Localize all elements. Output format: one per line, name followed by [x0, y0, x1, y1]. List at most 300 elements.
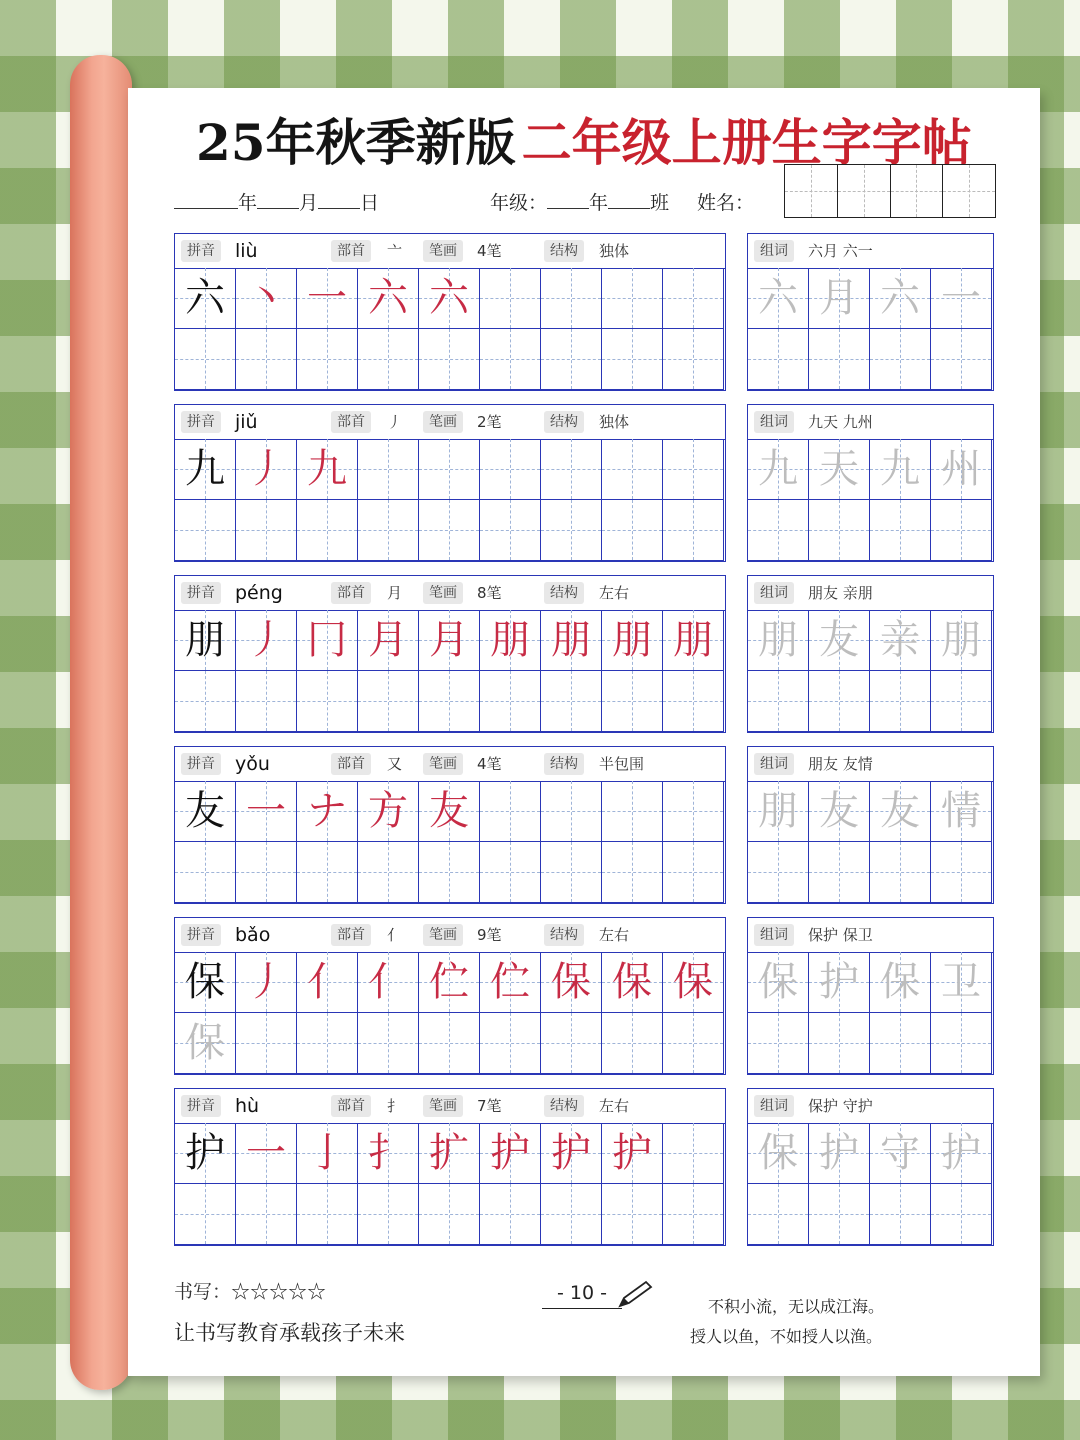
grid-cell[interactable]	[175, 329, 236, 390]
grid-cell[interactable]	[748, 671, 809, 732]
grid-cell[interactable]	[663, 671, 724, 732]
pinyin-tag: 拼音	[181, 411, 221, 433]
grid-cell[interactable]	[870, 952, 931, 1013]
pinyin-value: bǎo	[235, 924, 271, 946]
words-block-5	[747, 917, 994, 1075]
grid-cell[interactable]	[748, 781, 809, 842]
stroke-step: ナ	[307, 788, 347, 834]
grid-cell[interactable]	[297, 329, 358, 390]
pinyin-value: jiǔ	[235, 411, 258, 433]
words-grid	[748, 439, 993, 561]
word-trace-character: 朋	[758, 617, 798, 663]
stroke-step: 护	[551, 1130, 591, 1176]
stroke-step: 六	[368, 275, 408, 321]
grid-cell[interactable]	[748, 1013, 809, 1074]
radical-value: 亠	[387, 242, 403, 260]
day-label: 日	[360, 192, 380, 214]
strokes-tag: 笔画	[423, 240, 463, 262]
grid-cell[interactable]	[748, 268, 809, 329]
grid-cell[interactable]	[809, 439, 870, 500]
structure-tag: 结构	[544, 411, 584, 433]
grid-cell[interactable]	[663, 1013, 724, 1074]
structure-value: 左右	[599, 1097, 630, 1115]
stroke-step: 一	[307, 275, 347, 321]
grid-cell[interactable]	[541, 439, 602, 500]
stroke-step: 保	[673, 959, 713, 1005]
radical-value: 又	[387, 755, 403, 773]
grid-cell[interactable]	[663, 842, 724, 903]
grid-cell[interactable]	[809, 671, 870, 732]
stroke-step: 丿	[246, 617, 286, 663]
grid-cell[interactable]	[663, 439, 724, 500]
radical-value: 亻	[387, 926, 403, 944]
words-value: 六月 六一	[808, 242, 873, 260]
grid-cell[interactable]	[602, 1013, 663, 1074]
pinyin-value: hù	[235, 1095, 260, 1117]
grid-cell[interactable]	[358, 1013, 419, 1074]
grid-cell[interactable]	[870, 610, 931, 671]
grid-cell[interactable]	[602, 781, 663, 842]
grid-cell[interactable]	[748, 500, 809, 561]
words-block-3	[747, 575, 994, 733]
grid-cell[interactable]	[297, 610, 358, 671]
grid-cell[interactable]	[541, 329, 602, 390]
stroke-step: 一	[246, 1130, 286, 1176]
words-grid	[748, 781, 993, 903]
grid-cell[interactable]	[175, 268, 236, 329]
grid-cell[interactable]	[480, 842, 541, 903]
grid-cell[interactable]	[480, 500, 541, 561]
words-tag: 组词	[754, 411, 794, 433]
word-trace-character: 守	[880, 1130, 920, 1176]
grid-cell[interactable]	[931, 1123, 992, 1184]
grid-cell[interactable]	[748, 1184, 809, 1245]
grid-cell[interactable]	[809, 1123, 870, 1184]
word-trace-character: 保	[758, 1130, 798, 1176]
words-value: 九天 九州	[808, 413, 873, 431]
grid-cell[interactable]	[809, 1184, 870, 1245]
grid-cell[interactable]	[663, 781, 724, 842]
grid-cell[interactable]	[663, 610, 724, 671]
page-number: - 10 -	[542, 1278, 622, 1309]
grade-year-label: 年	[589, 192, 609, 214]
radical-tag: 部首	[331, 240, 371, 262]
grid-cell[interactable]	[297, 268, 358, 329]
words-tag: 组词	[754, 582, 794, 604]
grid-cell[interactable]	[480, 671, 541, 732]
grid-cell[interactable]	[541, 842, 602, 903]
grid-cell[interactable]	[358, 439, 419, 500]
pinyin-tag: 拼音	[181, 582, 221, 604]
grid-cell[interactable]	[931, 329, 992, 390]
grid-cell[interactable]	[358, 1123, 419, 1184]
word-trace-character: 亲	[880, 617, 920, 663]
strokes-tag: 笔画	[423, 582, 463, 604]
stroke-step: 护	[490, 1130, 530, 1176]
grid-cell[interactable]	[541, 781, 602, 842]
grid-cell[interactable]	[602, 952, 663, 1013]
grid-cell[interactable]	[541, 268, 602, 329]
stroke-step: 月	[429, 617, 469, 663]
stroke-step: 月	[368, 617, 408, 663]
grid-cell[interactable]	[297, 952, 358, 1013]
grid-cell[interactable]	[663, 268, 724, 329]
pinyin-value: yǒu	[235, 753, 270, 775]
grid-cell[interactable]	[541, 500, 602, 561]
grid-cell[interactable]	[480, 329, 541, 390]
grid-cell[interactable]	[236, 268, 297, 329]
grid-cell[interactable]	[931, 781, 992, 842]
grid-cell[interactable]	[358, 842, 419, 903]
grid-cell[interactable]	[358, 268, 419, 329]
word-trace-character: 卫	[941, 959, 981, 1005]
grid-cell[interactable]	[175, 781, 236, 842]
grid-cell[interactable]	[931, 439, 992, 500]
grid-cell[interactable]	[870, 439, 931, 500]
grid-cell[interactable]	[480, 1013, 541, 1074]
grid-cell[interactable]	[931, 500, 992, 561]
structure-value: 独体	[599, 413, 630, 431]
grid-cell[interactable]	[480, 439, 541, 500]
radical-tag: 部首	[331, 924, 371, 946]
grid-cell[interactable]	[175, 1013, 236, 1074]
grid-cell[interactable]	[480, 952, 541, 1013]
grid-cell[interactable]	[602, 1184, 663, 1245]
words-block-2	[747, 404, 994, 562]
pinyin-tag: 拼音	[181, 240, 221, 262]
grid-cell[interactable]	[602, 610, 663, 671]
grid-cell[interactable]	[748, 952, 809, 1013]
grid-cell[interactable]	[358, 671, 419, 732]
stroke-step: 伫	[490, 959, 530, 1005]
strokes-value: 8笔	[477, 584, 502, 602]
writing-grid	[175, 1123, 725, 1245]
structure-tag: 结构	[544, 582, 584, 604]
char-info-bar	[175, 405, 725, 440]
grid-cell[interactable]	[809, 268, 870, 329]
stroke-step: 朋	[551, 617, 591, 663]
word-trace-character: 一	[941, 275, 981, 321]
month-label: 月	[299, 192, 319, 214]
char-block-1	[174, 233, 726, 391]
grid-cell[interactable]	[870, 500, 931, 561]
grid-cell[interactable]	[419, 781, 480, 842]
radical-tag: 部首	[331, 1095, 371, 1117]
grid-cell[interactable]	[297, 1123, 358, 1184]
grid-cell[interactable]	[480, 781, 541, 842]
pencil-icon	[614, 1280, 654, 1310]
grid-cell[interactable]	[419, 1184, 480, 1245]
pinyin-value: liù	[235, 240, 258, 262]
grid-cell[interactable]	[236, 671, 297, 732]
stroke-step: 冂	[307, 617, 347, 663]
grid-cell[interactable]	[236, 781, 297, 842]
word-trace-character: 九	[758, 446, 798, 492]
rating-stars[interactable]: 书写：☆☆☆☆☆	[174, 1281, 327, 1303]
title-red: 二年级上册生字字帖	[521, 113, 972, 172]
writing-grid	[175, 439, 725, 561]
grid-cell[interactable]	[931, 268, 992, 329]
stroke-step: 亻	[368, 959, 408, 1005]
quote-line-1: 不积小流，无以成江海。	[708, 1297, 885, 1316]
radical-value: 扌	[387, 1097, 403, 1115]
grid-cell[interactable]	[602, 1123, 663, 1184]
grid-cell[interactable]	[870, 671, 931, 732]
radical-tag: 部首	[331, 582, 371, 604]
grid-cell[interactable]	[541, 610, 602, 671]
binder-spine	[70, 55, 132, 1390]
grid-cell[interactable]	[541, 1123, 602, 1184]
grid-cell[interactable]	[419, 610, 480, 671]
word-trace-character: 保	[758, 959, 798, 1005]
grid-cell[interactable]	[236, 1013, 297, 1074]
word-trace-character: 月	[819, 275, 859, 321]
stroke-step: 亅	[307, 1130, 347, 1176]
grid-cell[interactable]	[480, 610, 541, 671]
word-trace-character: 天	[819, 446, 859, 492]
grid-cell[interactable]	[297, 1013, 358, 1074]
grid-cell[interactable]	[748, 610, 809, 671]
strokes-value: 7笔	[477, 1097, 502, 1115]
model-character: 友	[185, 788, 225, 834]
stroke-step: 护	[612, 1130, 652, 1176]
grid-cell[interactable]	[175, 842, 236, 903]
grid-cell[interactable]	[358, 952, 419, 1013]
words-grid	[748, 610, 993, 732]
grid-cell[interactable]	[663, 500, 724, 561]
grid-cell[interactable]	[931, 952, 992, 1013]
grid-cell[interactable]	[541, 1013, 602, 1074]
grid-cell[interactable]	[358, 781, 419, 842]
grid-cell[interactable]	[297, 781, 358, 842]
strokes-value: 4笔	[477, 755, 502, 773]
strokes-tag: 笔画	[423, 411, 463, 433]
grid-cell[interactable]	[419, 500, 480, 561]
grid-cell[interactable]	[236, 439, 297, 500]
grid-cell[interactable]	[419, 671, 480, 732]
grid-cell[interactable]	[809, 952, 870, 1013]
year-label: 年	[238, 192, 258, 214]
words-value: 保护 守护	[808, 1097, 873, 1115]
grid-cell[interactable]	[236, 329, 297, 390]
grid-cell[interactable]	[602, 500, 663, 561]
grid-cell[interactable]	[236, 842, 297, 903]
word-trace-character: 护	[941, 1130, 981, 1176]
grid-cell[interactable]	[809, 329, 870, 390]
grid-cell[interactable]	[358, 329, 419, 390]
grid-cell[interactable]	[419, 1013, 480, 1074]
words-info-bar	[748, 918, 993, 953]
grid-cell[interactable]	[809, 610, 870, 671]
char-block-5	[174, 917, 726, 1075]
grid-cell[interactable]	[663, 1184, 724, 1245]
grid-cell[interactable]	[419, 1123, 480, 1184]
grid-cell[interactable]	[419, 329, 480, 390]
grid-cell[interactable]	[748, 329, 809, 390]
title-black: 25年秋季新版	[196, 113, 516, 172]
radical-value: 丿	[387, 413, 403, 431]
stroke-step: 亻	[307, 959, 347, 1005]
structure-tag: 结构	[544, 240, 584, 262]
structure-tag: 结构	[544, 1095, 584, 1117]
words-value: 朋友 亲朋	[808, 584, 873, 602]
grid-cell[interactable]	[419, 842, 480, 903]
writing-grid	[175, 952, 725, 1074]
stroke-step: 扩	[429, 1130, 469, 1176]
char-block-2	[174, 404, 726, 562]
writing-grid	[175, 268, 725, 390]
structure-value: 左右	[599, 584, 630, 602]
stroke-step: 丿	[246, 959, 286, 1005]
grid-cell[interactable]	[931, 842, 992, 903]
grid-cell[interactable]	[175, 1184, 236, 1245]
grid-cell[interactable]	[809, 842, 870, 903]
grid-cell[interactable]	[480, 268, 541, 329]
grid-cell[interactable]	[809, 500, 870, 561]
model-character: 六	[185, 275, 225, 321]
grid-cell[interactable]	[748, 1123, 809, 1184]
stroke-step: 保	[612, 959, 652, 1005]
grid-cell[interactable]	[870, 842, 931, 903]
word-trace-character: 友	[819, 617, 859, 663]
pinyin-tag: 拼音	[181, 924, 221, 946]
stroke-step: 朋	[490, 617, 530, 663]
grid-cell[interactable]	[236, 1123, 297, 1184]
grid-cell[interactable]	[358, 500, 419, 561]
grid-cell[interactable]	[931, 671, 992, 732]
stroke-step: 伫	[429, 959, 469, 1005]
model-character: 护	[185, 1130, 225, 1176]
structure-value: 左右	[599, 926, 630, 944]
structure-value: 半包围	[599, 755, 645, 773]
strokes-value: 9笔	[477, 926, 502, 944]
grid-cell[interactable]	[419, 268, 480, 329]
class-line	[490, 188, 754, 218]
grid-cell[interactable]	[541, 671, 602, 732]
grid-cell[interactable]	[931, 1184, 992, 1245]
char-info-bar	[175, 918, 725, 953]
date-line	[174, 188, 379, 218]
grid-cell[interactable]	[870, 1184, 931, 1245]
grid-cell[interactable]	[870, 1123, 931, 1184]
pinyin-value: péng	[235, 582, 283, 604]
grid-cell[interactable]	[297, 1184, 358, 1245]
grade-label: 年级：	[490, 192, 548, 214]
grid-cell[interactable]	[358, 1184, 419, 1245]
grid-cell[interactable]	[602, 671, 663, 732]
grid-cell[interactable]	[602, 842, 663, 903]
word-trace-character: 护	[819, 959, 859, 1005]
stroke-step: 丿	[246, 446, 286, 492]
grid-cell[interactable]	[870, 329, 931, 390]
stroke-step: 朋	[612, 617, 652, 663]
grid-cell[interactable]	[358, 610, 419, 671]
grid-cell[interactable]	[236, 952, 297, 1013]
word-trace-character: 护	[819, 1130, 859, 1176]
grid-cell[interactable]	[236, 610, 297, 671]
strokes-tag: 笔画	[423, 924, 463, 946]
grid-cell[interactable]	[809, 1013, 870, 1074]
grid-cell[interactable]	[175, 671, 236, 732]
grid-cell[interactable]	[175, 1123, 236, 1184]
structure-tag: 结构	[544, 924, 584, 946]
words-info-bar	[748, 747, 993, 782]
grid-cell[interactable]	[870, 268, 931, 329]
grid-cell[interactable]	[663, 329, 724, 390]
grid-cell[interactable]	[175, 610, 236, 671]
strokes-value: 4笔	[477, 242, 502, 260]
grid-cell[interactable]	[175, 952, 236, 1013]
strokes-tag: 笔画	[423, 753, 463, 775]
grid-cell[interactable]	[663, 1123, 724, 1184]
grid-cell[interactable]	[175, 500, 236, 561]
words-info-bar	[748, 576, 993, 611]
grid-cell[interactable]	[809, 781, 870, 842]
quote-line-2: 授人以鱼，不如授人以渔。	[690, 1327, 883, 1346]
grid-cell[interactable]	[480, 1123, 541, 1184]
pinyin-tag: 拼音	[181, 1095, 221, 1117]
structure-value: 独体	[599, 242, 630, 260]
grid-cell[interactable]	[541, 952, 602, 1013]
grid-cell[interactable]	[541, 1184, 602, 1245]
grid-cell[interactable]	[175, 439, 236, 500]
grid-cell[interactable]	[602, 329, 663, 390]
grid-cell[interactable]	[602, 268, 663, 329]
grid-cell[interactable]	[870, 781, 931, 842]
grid-cell[interactable]	[663, 952, 724, 1013]
char-info-bar	[175, 234, 725, 269]
words-grid	[748, 268, 993, 390]
stroke-step: 方	[368, 788, 408, 834]
words-info-bar	[748, 234, 993, 269]
words-tag: 组词	[754, 240, 794, 262]
word-trace-character: 朋	[758, 788, 798, 834]
grid-cell[interactable]	[419, 952, 480, 1013]
grid-cell[interactable]	[480, 1184, 541, 1245]
grid-cell[interactable]	[236, 1184, 297, 1245]
grid-cell[interactable]	[297, 842, 358, 903]
trace-character: 保	[185, 1020, 225, 1066]
writing-grid	[175, 781, 725, 903]
grid-cell[interactable]	[297, 671, 358, 732]
grid-cell[interactable]	[931, 1013, 992, 1074]
stroke-step: 一	[246, 788, 286, 834]
model-character: 九	[185, 446, 225, 492]
slogan: 让书写教育承载孩子未来	[174, 1321, 405, 1345]
pinyin-tag: 拼音	[181, 753, 221, 775]
grid-cell[interactable]	[870, 1013, 931, 1074]
stroke-step: 六	[429, 275, 469, 321]
radical-tag: 部首	[331, 753, 371, 775]
grid-cell[interactable]	[931, 610, 992, 671]
structure-tag: 结构	[544, 753, 584, 775]
word-trace-character: 朋	[941, 617, 981, 663]
name-box[interactable]	[784, 164, 996, 218]
grid-cell[interactable]	[236, 500, 297, 561]
grid-cell[interactable]	[602, 439, 663, 500]
strokes-tag: 笔画	[423, 1095, 463, 1117]
grid-cell[interactable]	[748, 439, 809, 500]
words-block-1	[747, 233, 994, 391]
grid-cell[interactable]	[297, 500, 358, 561]
grid-cell[interactable]	[419, 439, 480, 500]
grid-cell[interactable]	[748, 842, 809, 903]
words-value: 保护 保卫	[808, 926, 873, 944]
stroke-step: 丶	[246, 275, 286, 321]
words-tag: 组词	[754, 924, 794, 946]
grid-cell[interactable]	[297, 439, 358, 500]
model-character: 朋	[185, 617, 225, 663]
